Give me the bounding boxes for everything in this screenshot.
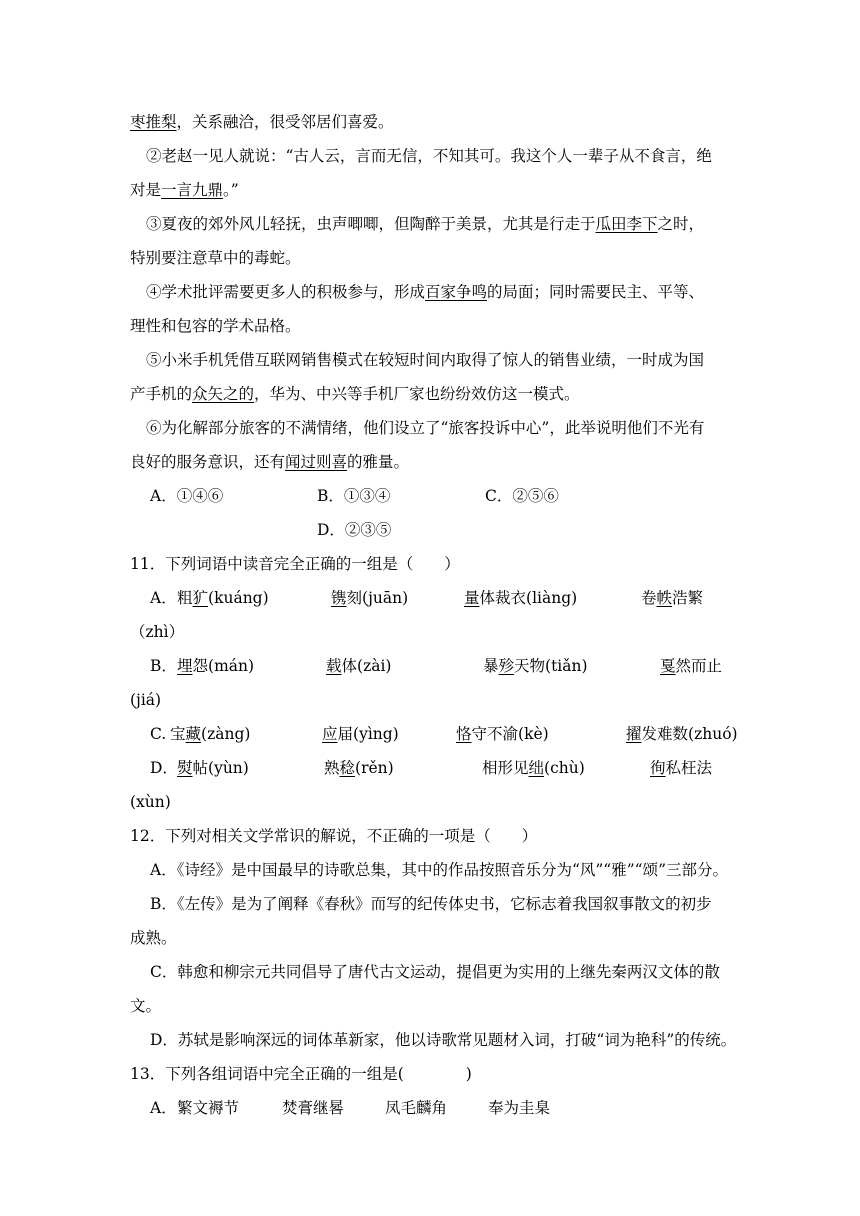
underlined-idiom: 百家争鸣 (425, 283, 488, 301)
sentence-4-line-2: 理性和包容的学术品格。 (130, 317, 301, 335)
q11-b-word-4: 戛然而止 (660, 657, 723, 675)
q11-b-word-3: 暴殄天物(tiǎn) (483, 657, 588, 675)
underlined-idiom: 瓜田李下 (595, 215, 658, 233)
underlined-idiom: 枣推梨 (130, 113, 177, 131)
underlined-idiom: 闻过则喜 (285, 453, 348, 471)
q12-option-a[interactable]: A．《诗经》是中国最早的诗歌总集，其中的作品按照音乐分为“风”“雅”“颂”三部分。 (150, 861, 728, 879)
q11-option-c-label[interactable]: C. (150, 725, 167, 743)
sentence-4-line-1: ④学术批评需要更多人的积极参与，形成百家争鸣的局面；同时需要民主、平等、 (146, 283, 705, 301)
question-11-stem: 11．下列词语中读音完全正确的一组是（ ） (130, 555, 460, 573)
q11-c-word-3: 恪守不渝(kè) (456, 725, 549, 743)
q11-option-a-label[interactable]: A． (150, 589, 177, 607)
option-b[interactable]: B．①③④ (317, 487, 391, 505)
q11-a-word-4: 卷帙浩繁 (641, 589, 704, 607)
q13-a-word-2: 焚膏继晷 (282, 1099, 345, 1117)
prev-question-continuation (130, 112, 394, 132)
option-a[interactable]: A．①④⑥ (150, 487, 224, 505)
q11-a-word-2: 镌刻(juān) (331, 589, 409, 607)
question-13-stem: 13．下列各组词语中完全正确的一组是( ) (130, 1065, 472, 1083)
q11-a-word-3: 量体裁衣(liàng) (464, 589, 578, 607)
sentence-6-line-1: ⑥为化解部分旅客的不满情绪，他们设立了“旅客投诉中心”，此举说明他们不光有 (146, 419, 705, 437)
q13-a-word-1: 繁文褥节 (177, 1099, 240, 1117)
q11-a-word-1: 粗犷(kuáng) (177, 589, 269, 607)
underlined-idiom: 众矢之的 (192, 385, 255, 403)
q11-option-d-label[interactable]: D． (150, 759, 178, 777)
text: ，关系融洽，很受邻居们喜爱。 (176, 113, 394, 131)
option-d[interactable]: D．②③⑤ (317, 521, 392, 539)
q11-c-word-2: 应届(yìng) (322, 725, 399, 743)
q13-a-word-3: 凤毛麟角 (385, 1099, 448, 1117)
q13-a-word-4: 奉为圭臬 (488, 1099, 551, 1117)
q12-option-c-wrap: 文。 (130, 997, 162, 1015)
q11-d-wrap: (xùn) (130, 793, 171, 811)
sentence-2-line-2: 对是一言九鼎。” (130, 181, 239, 199)
q12-option-d[interactable]: D．苏轼是影响深远的词体革新家，他以诗歌常见题材入词，打破“词为艳科”的传统。 (150, 1031, 737, 1049)
question-12-stem: 12．下列对相关文学常识的解说，不正确的一项是（ ） (130, 827, 538, 845)
sentence-5-line-2: 产手机的众矢之的，华为、中兴等手机厂家也纷纷效仿这一模式。 (130, 385, 580, 403)
q11-b-word-2: 载体(zài) (326, 657, 392, 675)
q11-b-word-1: 埋怨(mán) (177, 657, 255, 675)
q12-option-b[interactable]: B．《左传》是为了阐释《春秋》而写的纪传体史书，它标志着我国叙事散文的初步 (150, 895, 712, 913)
q13-option-a-label[interactable]: A． (150, 1099, 177, 1117)
q12-option-b-wrap: 成熟。 (130, 929, 177, 947)
q11-d-word-2: 熟稔(rěn) (324, 759, 394, 777)
q11-d-word-3: 相形见绌(chù) (482, 759, 585, 777)
q11-b-wrap: (jiá) (130, 691, 162, 709)
q11-d-word-1: 熨帖(yùn) (177, 759, 249, 777)
q11-d-word-4: 徇私枉法 (650, 759, 713, 777)
q12-option-c[interactable]: C．韩愈和柳宗元共同倡导了唐代古文运动，提倡更为实用的上继先秦两汉文体的散 (150, 963, 720, 981)
sentence-6-line-2: 良好的服务意识，还有闻过则喜的雅量。 (130, 453, 410, 471)
sentence-2-line-1: ②老赵一见人就说：“古人云，言而无信，不知其可。我这个人一辈子从不食言，绝 (146, 147, 712, 165)
underlined-idiom: 一言九鼎 (161, 181, 224, 199)
q11-c-word-4: 擢发难数(zhuó) (626, 725, 738, 743)
q11-option-b-label[interactable]: B． (150, 657, 177, 675)
option-c[interactable]: C．②⑤⑥ (485, 487, 559, 505)
sentence-3-line-1: ③夏夜的郊外风儿轻抚，虫声唧唧，但陶醉于美景，尤其是行走于瓜田李下之时， (146, 215, 705, 233)
q11-a-wrap: （zhì） (130, 623, 185, 641)
sentence-5-line-1: ⑤小米手机凭借互联网销售模式在较短时间内取得了惊人的销售业绩，一时成为国 (146, 351, 705, 369)
q11-c-word-1: 宝藏(zàng) (170, 725, 251, 743)
sentence-3-line-2: 特别要注意草中的毒蛇。 (130, 249, 301, 267)
